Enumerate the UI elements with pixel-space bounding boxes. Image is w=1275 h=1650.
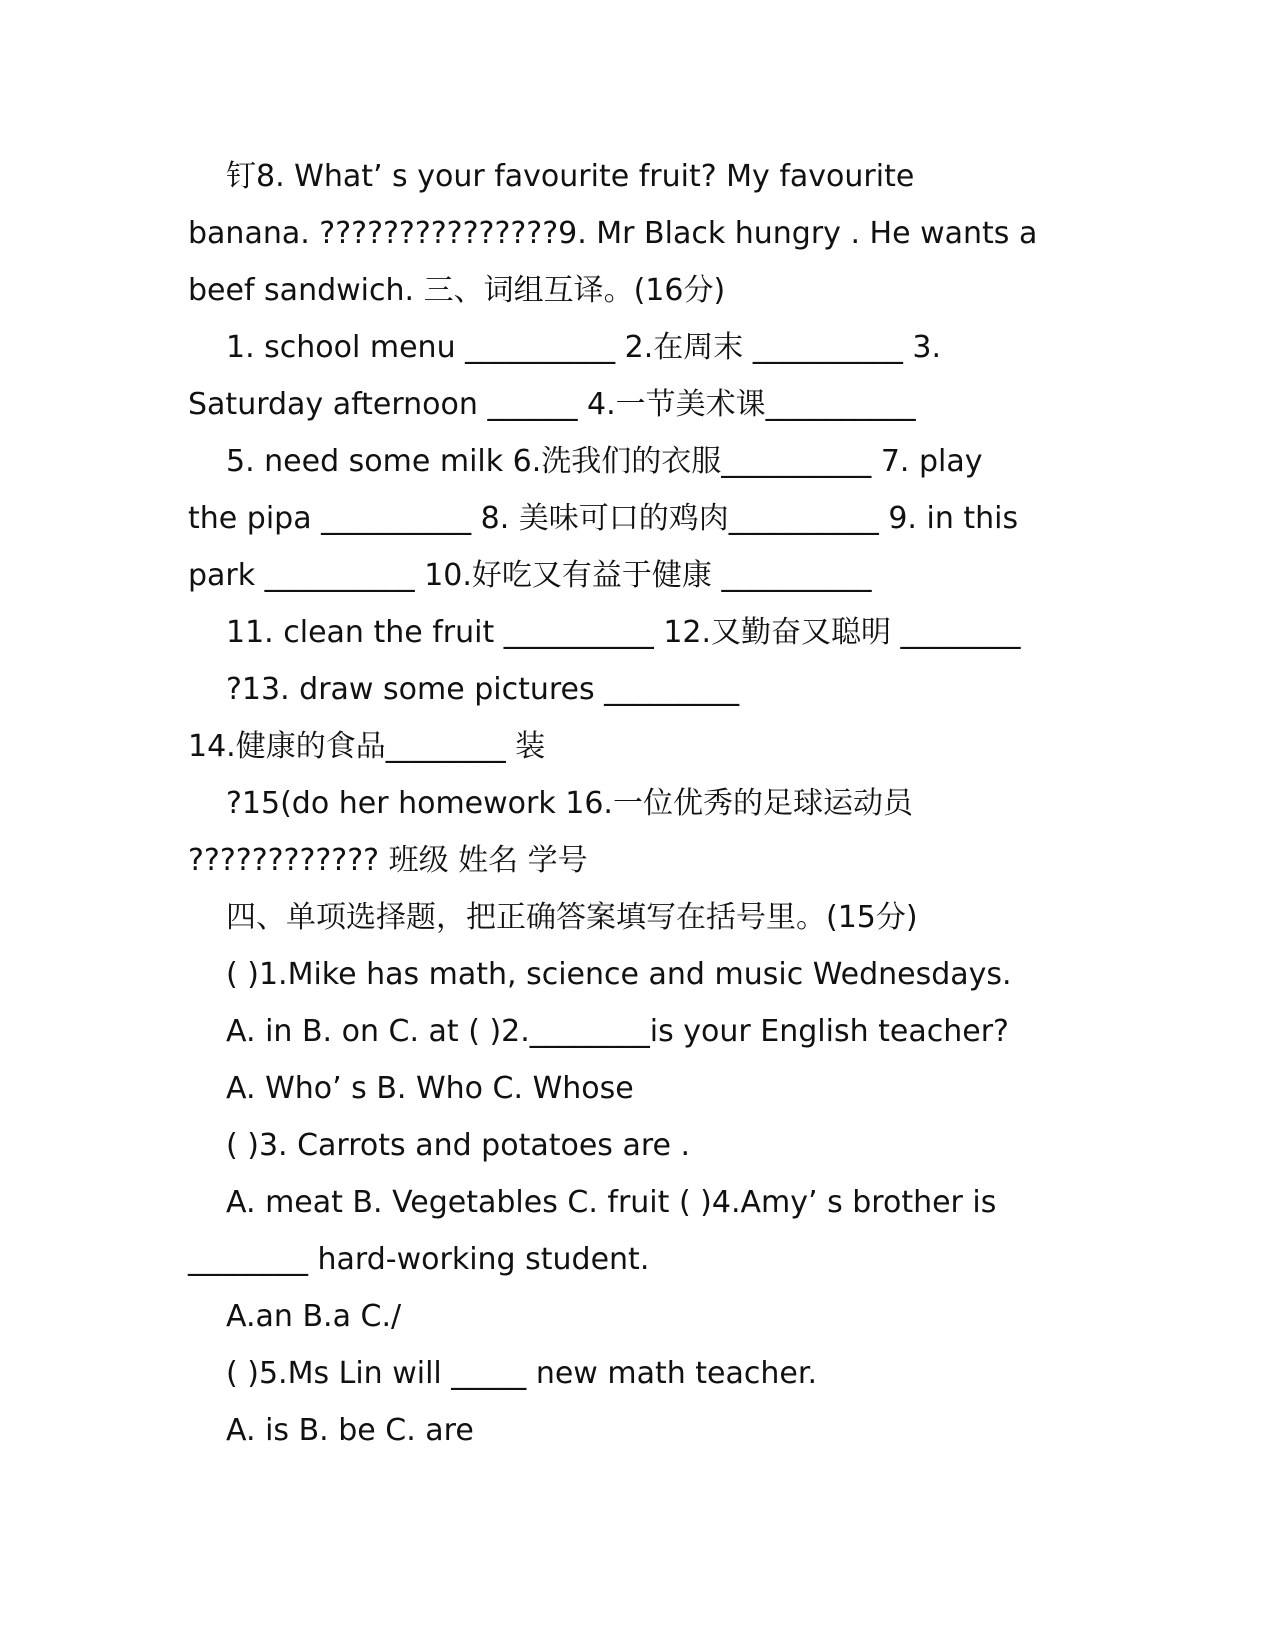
text-line: park __________ 10.好吃又有益于健康 __________ xyxy=(188,558,872,593)
text-line: ?15(do her homework 16.一位优秀的足球运动员 xyxy=(226,786,913,821)
text-line: 1. school menu __________ 2.在周末 __________ 3. xyxy=(226,330,941,365)
text-line: 14.健康的食品________ 装 xyxy=(188,729,546,764)
document-page xyxy=(188,148,1088,1459)
question-line: A. in B. on C. at ( )2.________is your English teacher? xyxy=(226,1014,1009,1049)
text-line: Saturday afternoon ______ 4.一节美术课__________ xyxy=(188,387,916,422)
text-line: ?13. draw some pictures _________ xyxy=(226,672,740,707)
question-line: A. meat B. Vegetables C. fruit ( )4.Amy’ s brother is xyxy=(226,1185,997,1220)
text-line: 钉8. What’ s your favourite fruit? My favourite xyxy=(226,159,915,194)
options-line: A. is B. be C. are xyxy=(226,1413,474,1448)
question-line: ________ hard-working student. xyxy=(188,1242,650,1277)
options-line: A. Who’ s B. Who C. Whose xyxy=(226,1071,634,1106)
options-line: A.an B.a C./ xyxy=(226,1299,402,1334)
section-heading: 四、单项选择题，把正确答案填写在括号里。(15分) xyxy=(226,900,918,935)
text-line: the pipa __________ 8. 美味可口的鸡肉__________ 9. in this xyxy=(188,501,1019,536)
text-line: 11. clean the fruit __________ 12.又勤奋又聪明 ________ xyxy=(226,615,1021,650)
text-line: banana. ???????????????9. Mr Black hungry . He wants a xyxy=(188,216,1038,251)
question-line: ( )5.Ms Lin will _____ new math teacher. xyxy=(226,1356,817,1391)
text-line: ???????????? 班级 姓名 学号 xyxy=(188,843,588,878)
question-line: ( )3. Carrots and potatoes are . xyxy=(226,1128,691,1163)
text-line: 5. need some milk 6.洗我们的衣服__________ 7. play xyxy=(226,444,983,479)
question-line: ( )1.Mike has math, science and music Wednesdays. xyxy=(226,957,1012,992)
text-line: beef sandwich. 三、词组互译。(16分) xyxy=(188,273,726,308)
